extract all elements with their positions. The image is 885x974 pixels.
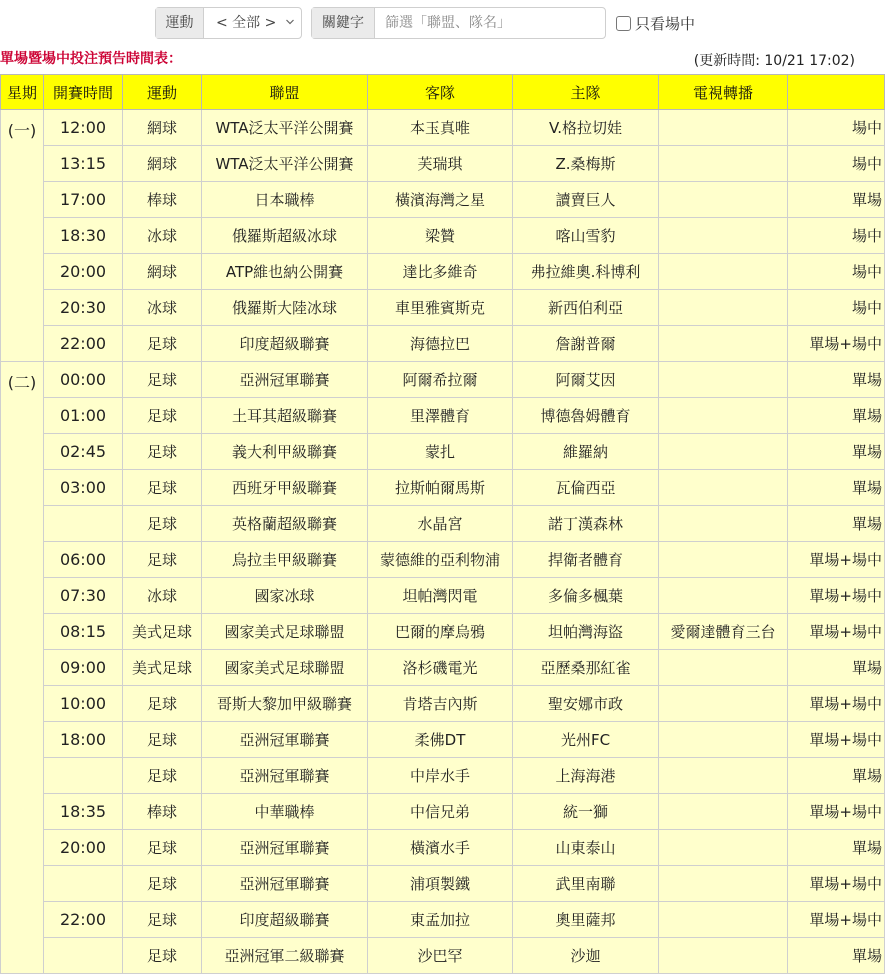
league-cell: 國家冰球 <box>202 578 368 614</box>
bet-type-cell: 單場+場中 <box>788 794 885 830</box>
home-team-cell: 捍衛者體育 <box>513 542 659 578</box>
home-team-cell: 統一獅 <box>513 794 659 830</box>
home-team-cell: 詹謝普爾 <box>513 326 659 362</box>
only-live-checkbox[interactable] <box>616 16 631 31</box>
home-team-cell: 聖安娜市政 <box>513 686 659 722</box>
bet-type-cell: 場中 <box>788 146 885 182</box>
sport-cell: 足球 <box>123 542 202 578</box>
time-cell: 01:00 <box>44 398 123 434</box>
sport-select-label: 運動 <box>156 8 204 38</box>
sport-cell: 足球 <box>123 866 202 902</box>
league-cell: 國家美式足球聯盟 <box>202 650 368 686</box>
sport-cell: 足球 <box>123 830 202 866</box>
away-team-cell: 蒙扎 <box>368 434 513 470</box>
league-cell: 亞洲冠軍聯賽 <box>202 830 368 866</box>
bet-type-cell: 單場 <box>788 758 885 794</box>
keyword-filter <box>311 7 606 39</box>
tv-cell <box>659 398 788 434</box>
tv-cell <box>659 866 788 902</box>
away-team-cell: 梁贊 <box>368 218 513 254</box>
time-cell: 20:00 <box>44 830 123 866</box>
time-cell: 00:00 <box>44 362 123 398</box>
table-row <box>1 110 885 146</box>
sport-cell: 美式足球 <box>123 650 202 686</box>
away-team-cell: 中信兄弟 <box>368 794 513 830</box>
sport-cell: 冰球 <box>123 290 202 326</box>
sport-cell: 冰球 <box>123 218 202 254</box>
home-team-cell: 阿爾艾因 <box>513 362 659 398</box>
away-team-cell: 里澤體育 <box>368 398 513 434</box>
tv-cell <box>659 794 788 830</box>
table-row <box>1 794 885 830</box>
table-row <box>1 830 885 866</box>
time-cell: 22:00 <box>44 326 123 362</box>
sport-cell: 足球 <box>123 326 202 362</box>
sport-cell: 冰球 <box>123 578 202 614</box>
tv-cell <box>659 722 788 758</box>
tv-cell <box>659 830 788 866</box>
bet-type-cell: 單場 <box>788 362 885 398</box>
tv-cell <box>659 686 788 722</box>
bet-type-cell: 單場 <box>788 938 885 974</box>
tv-cell <box>659 650 788 686</box>
away-team-cell: 橫濱海灣之星 <box>368 182 513 218</box>
table-row <box>1 182 885 218</box>
tv-cell <box>659 542 788 578</box>
time-cell: 08:15 <box>44 614 123 650</box>
tv-cell <box>659 578 788 614</box>
home-team-cell: 喀山雪豹 <box>513 218 659 254</box>
table-row <box>1 866 885 902</box>
table-row <box>1 614 885 650</box>
bet-type-cell: 單場+場中 <box>788 614 885 650</box>
time-cell: 02:45 <box>44 434 123 470</box>
league-cell: 日本職棒 <box>202 182 368 218</box>
away-team-cell: 水晶宮 <box>368 506 513 542</box>
tv-cell <box>659 110 788 146</box>
table-row <box>1 686 885 722</box>
away-team-cell: 洛杉磯電光 <box>368 650 513 686</box>
bet-type-cell: 單場 <box>788 650 885 686</box>
bet-type-cell: 單場+場中 <box>788 686 885 722</box>
table-body <box>1 110 885 974</box>
time-cell: 20:00 <box>44 254 123 290</box>
tv-cell <box>659 434 788 470</box>
bet-type-cell: 單場+場中 <box>788 902 885 938</box>
sport-cell: 足球 <box>123 506 202 542</box>
sport-cell: 美式足球 <box>123 614 202 650</box>
time-cell: 13:15 <box>44 146 123 182</box>
keyword-input[interactable] <box>375 8 605 38</box>
league-cell: ATP維也納公開賽 <box>202 254 368 290</box>
only-live-toggle[interactable] <box>616 13 695 34</box>
table-row <box>1 254 885 290</box>
time-cell <box>44 938 123 974</box>
bet-type-cell: 場中 <box>788 110 885 146</box>
away-team-cell: 橫濱水手 <box>368 830 513 866</box>
away-team-cell: 車里雅賓斯克 <box>368 290 513 326</box>
title-row <box>0 46 859 74</box>
table-row <box>1 902 885 938</box>
table-row <box>1 542 885 578</box>
table-row <box>1 470 885 506</box>
table-row <box>1 506 885 542</box>
away-team-cell: 本玉真唯 <box>368 110 513 146</box>
header-bet-type <box>788 75 885 110</box>
away-team-cell: 拉斯帕爾馬斯 <box>368 470 513 506</box>
table-row <box>1 362 885 398</box>
header-away: 客隊 <box>368 75 513 110</box>
table-row <box>1 398 885 434</box>
home-team-cell: 新西伯利亞 <box>513 290 659 326</box>
tv-cell <box>659 326 788 362</box>
time-cell: 18:35 <box>44 794 123 830</box>
league-cell: 印度超級聯賽 <box>202 326 368 362</box>
sport-cell: 足球 <box>123 398 202 434</box>
time-cell: 18:30 <box>44 218 123 254</box>
sport-select-value-text: < 全部 > <box>216 15 277 31</box>
home-team-cell: V.格拉切娃 <box>513 110 659 146</box>
league-cell: 西班牙甲級聯賽 <box>202 470 368 506</box>
home-team-cell: 山東泰山 <box>513 830 659 866</box>
league-cell: 亞洲冠軍聯賽 <box>202 722 368 758</box>
table-row <box>1 218 885 254</box>
only-live-label: 只看場中 <box>635 15 696 33</box>
home-team-cell: 諾丁漢森林 <box>513 506 659 542</box>
league-cell: 中華職棒 <box>202 794 368 830</box>
sport-cell: 足球 <box>123 362 202 398</box>
home-team-cell: 沙迦 <box>513 938 659 974</box>
away-team-cell: 肯塔吉內斯 <box>368 686 513 722</box>
league-cell: 俄羅斯大陸冰球 <box>202 290 368 326</box>
home-team-cell: 上海海港 <box>513 758 659 794</box>
bet-type-cell: 場中 <box>788 290 885 326</box>
table-row <box>1 650 885 686</box>
bet-type-cell: 單場+場中 <box>788 866 885 902</box>
table-header-row <box>1 75 885 110</box>
schedule-table <box>0 74 885 974</box>
bet-type-cell: 單場+場中 <box>788 542 885 578</box>
time-cell: 20:30 <box>44 290 123 326</box>
bet-type-cell: 單場 <box>788 470 885 506</box>
bet-type-cell: 單場 <box>788 506 885 542</box>
time-cell: 06:00 <box>44 542 123 578</box>
home-team-cell: 武里南聯 <box>513 866 659 902</box>
header-day: 星期 <box>1 75 44 110</box>
tv-cell <box>659 902 788 938</box>
time-cell: 22:00 <box>44 902 123 938</box>
away-team-cell: 浦項製鐵 <box>368 866 513 902</box>
bet-type-cell: 單場 <box>788 830 885 866</box>
day-cell: (一) <box>1 110 44 362</box>
header-start-time: 開賽時間 <box>44 75 123 110</box>
away-team-cell: 達比多維奇 <box>368 254 513 290</box>
bet-type-cell: 單場+場中 <box>788 326 885 362</box>
sport-cell: 足球 <box>123 434 202 470</box>
header-home: 主隊 <box>513 75 659 110</box>
tv-cell <box>659 218 788 254</box>
home-team-cell: 奧里薩邦 <box>513 902 659 938</box>
away-team-cell: 柔佛DT <box>368 722 513 758</box>
bet-type-cell: 單場 <box>788 182 885 218</box>
filter-bar <box>0 0 859 46</box>
league-cell: 亞洲冠軍聯賽 <box>202 362 368 398</box>
tv-cell <box>659 146 788 182</box>
home-team-cell: 多倫多楓葉 <box>513 578 659 614</box>
league-cell: 英格蘭超級聯賽 <box>202 506 368 542</box>
sport-cell: 網球 <box>123 146 202 182</box>
bet-type-cell: 單場+場中 <box>788 722 885 758</box>
home-team-cell: 維羅納 <box>513 434 659 470</box>
home-team-cell: 坦帕灣海盜 <box>513 614 659 650</box>
update-time: (更新時間: 10/21 17:02) <box>693 53 855 69</box>
table-row <box>1 938 885 974</box>
table-row <box>1 146 885 182</box>
home-team-cell: 弗拉維奧.科博利 <box>513 254 659 290</box>
sport-cell: 棒球 <box>123 794 202 830</box>
time-cell <box>44 758 123 794</box>
bet-type-cell: 單場 <box>788 398 885 434</box>
time-cell: 10:00 <box>44 686 123 722</box>
table-row <box>1 326 885 362</box>
tv-cell <box>659 938 788 974</box>
sport-cell: 足球 <box>123 902 202 938</box>
table-row <box>1 758 885 794</box>
sport-select-value[interactable] <box>204 8 301 38</box>
tv-cell <box>659 506 788 542</box>
tv-cell <box>659 254 788 290</box>
away-team-cell: 蒙德維的亞利物浦 <box>368 542 513 578</box>
sport-cell: 網球 <box>123 254 202 290</box>
league-cell: 義大利甲級聯賽 <box>202 434 368 470</box>
tv-cell <box>659 182 788 218</box>
away-team-cell: 東孟加拉 <box>368 902 513 938</box>
league-cell: WTA泛太平洋公開賽 <box>202 146 368 182</box>
away-team-cell: 巴爾的摩烏鴉 <box>368 614 513 650</box>
league-cell: 俄羅斯超級冰球 <box>202 218 368 254</box>
away-team-cell: 坦帕灣閃電 <box>368 578 513 614</box>
time-cell: 03:00 <box>44 470 123 506</box>
time-cell: 09:00 <box>44 650 123 686</box>
tv-cell <box>659 470 788 506</box>
time-cell: 07:30 <box>44 578 123 614</box>
league-cell: WTA泛太平洋公開賽 <box>202 110 368 146</box>
sport-select[interactable] <box>155 7 302 39</box>
home-team-cell: Z.桑梅斯 <box>513 146 659 182</box>
time-cell <box>44 866 123 902</box>
tv-cell: 愛爾達體育三台 <box>659 614 788 650</box>
header-tv: 電視轉播 <box>659 75 788 110</box>
header-sport: 運動 <box>123 75 202 110</box>
bet-type-cell: 單場 <box>788 434 885 470</box>
league-cell: 土耳其超級聯賽 <box>202 398 368 434</box>
header-league: 聯盟 <box>202 75 368 110</box>
keyword-label: 關鍵字 <box>312 8 375 38</box>
tv-cell <box>659 758 788 794</box>
league-cell: 烏拉圭甲級聯賽 <box>202 542 368 578</box>
sport-cell: 足球 <box>123 758 202 794</box>
away-team-cell: 芙瑞琪 <box>368 146 513 182</box>
home-team-cell: 讀賣巨人 <box>513 182 659 218</box>
sport-cell: 足球 <box>123 938 202 974</box>
league-cell: 哥斯大黎加甲級聯賽 <box>202 686 368 722</box>
away-team-cell: 沙巴罕 <box>368 938 513 974</box>
time-cell: 18:00 <box>44 722 123 758</box>
table-row <box>1 578 885 614</box>
home-team-cell: 亞歷桑那紅雀 <box>513 650 659 686</box>
bet-type-cell: 場中 <box>788 218 885 254</box>
tv-cell <box>659 362 788 398</box>
league-cell: 亞洲冠軍二級聯賽 <box>202 938 368 974</box>
table-row <box>1 290 885 326</box>
sport-cell: 網球 <box>123 110 202 146</box>
bet-type-cell: 單場+場中 <box>788 578 885 614</box>
sport-cell: 足球 <box>123 722 202 758</box>
sport-cell: 足球 <box>123 686 202 722</box>
table-row <box>1 434 885 470</box>
league-cell: 亞洲冠軍聯賽 <box>202 866 368 902</box>
time-cell <box>44 506 123 542</box>
away-team-cell: 中岸水手 <box>368 758 513 794</box>
schedule-table-wrap <box>0 74 882 967</box>
away-team-cell: 阿爾希拉爾 <box>368 362 513 398</box>
time-cell: 17:00 <box>44 182 123 218</box>
sport-cell: 棒球 <box>123 182 202 218</box>
day-cell: (二) <box>1 362 44 974</box>
time-cell: 12:00 <box>44 110 123 146</box>
home-team-cell: 瓦倫西亞 <box>513 470 659 506</box>
league-cell: 印度超級聯賽 <box>202 902 368 938</box>
sport-cell: 足球 <box>123 470 202 506</box>
table-row <box>1 722 885 758</box>
away-team-cell: 海德拉巴 <box>368 326 513 362</box>
home-team-cell: 博德魯姆體育 <box>513 398 659 434</box>
chevron-down-icon <box>286 18 294 26</box>
league-cell: 亞洲冠軍聯賽 <box>202 758 368 794</box>
bet-type-cell: 場中 <box>788 254 885 290</box>
league-cell: 國家美式足球聯盟 <box>202 614 368 650</box>
tv-cell <box>659 290 788 326</box>
home-team-cell: 光州FC <box>513 722 659 758</box>
schedule-title: 單場暨場中投注預告時間表： <box>0 51 182 67</box>
